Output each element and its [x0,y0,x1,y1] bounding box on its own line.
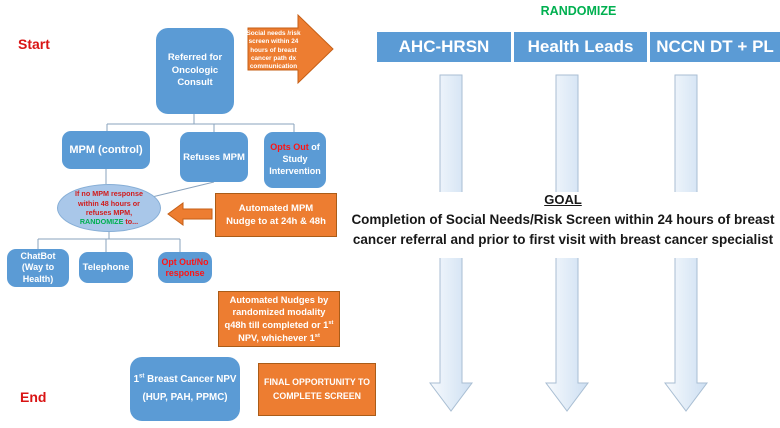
ordinal-superscript: st [328,319,334,326]
opts-out-study-box [264,132,326,188]
arrow-text-line: hours of breast [250,46,297,54]
box-text-part: Breast Cancer NPV [144,374,237,386]
goal-text-line: cancer referral and prior to first visit with breast cancer specialist [352,232,774,248]
box-text-line: COMPLETE SCREEN [273,390,361,401]
box-text-line: (HUP, PAH, PPMC) [142,392,228,403]
column-header-health-leads: Health Leads [514,32,647,62]
box-text-line: Nudge to at 24h & 48h [226,216,326,227]
box-text-line: Referred for [167,51,223,63]
box-text-part: 1 [133,374,140,386]
start-label: Start [18,36,50,52]
box-text-line: randomized modality [232,307,326,318]
end-label: End [20,389,47,405]
automated-nudges-box [218,291,340,347]
arrow-text-line: Social needs /risk [246,30,301,37]
goal-text-line: Completion of Social Needs/Risk Screen within 24 hours of breast [351,212,775,227]
box-text-line [225,319,334,332]
screening-window-arrow-label [246,30,301,72]
opts-out-red-text: Opts Out [270,142,309,153]
mpm-control-box: MPM (control) [62,131,150,169]
chatbot-box [7,249,69,287]
telephone-box: Telephone [79,252,133,283]
column-header-ahc-hrsn: AHC-HRSN [377,32,511,62]
column-header-nccn-dt-pl: NCCN DT + PL [650,32,780,62]
box-text-line: Oncologic [171,64,219,76]
arrow-text-line: communication [249,63,298,71]
box-text-line: Study [282,154,308,165]
nudge-arrow-left [168,203,212,225]
ellipse-randomize-text: RANDOMIZE [79,217,124,227]
arrow-text-line: screen within 24 [248,38,299,46]
ordinal-superscript: st [314,332,320,339]
box-text-line [270,142,320,154]
box-text-line [238,332,320,345]
opt-out-no-response-box [158,252,212,283]
box-text-part: q48h till completed or 1 [224,320,329,330]
randomize-label: RANDOMIZE [540,4,617,18]
box-text-line: (Way to [21,262,55,273]
box-text-line: ChatBot [20,251,56,262]
box-text-line: FINAL OPPORTUNITY TO [263,377,371,388]
box-text-part: NPV, whichever 1 [238,332,315,343]
automated-mpm-nudge-box [215,193,337,237]
goal-title: GOAL [544,192,582,207]
box-text-line: Intervention [269,165,321,176]
box-text-line: Automated MPM [238,202,314,214]
ellipse-tail-text: to... [123,217,139,227]
opts-out-of-text: of [308,142,320,153]
final-opportunity-box [258,363,376,416]
box-text-line: Health) [22,273,54,284]
ordinal-superscript: st [139,374,145,381]
box-text-line: Opt Out/No [161,256,209,267]
box-text-line: response [165,267,205,278]
goal-panel [346,192,780,258]
no-response-decision-ellipse [57,184,161,232]
ellipse-text-line: refuses MPM, [85,208,133,217]
box-text-line: Consult [177,77,213,89]
first-breast-cancer-npv-box [130,357,240,421]
box-text-line [134,371,237,389]
refuses-mpm-box: Refuses MPM [180,132,248,182]
referred-oncologic-consult-box [156,28,234,114]
ellipse-text-line: within 48 hours or [78,198,140,208]
ellipse-text-line [80,217,138,226]
ellipse-text-line: If no MPM response [75,189,143,199]
arrow-text-line: cancer path dx [250,54,297,62]
box-text-line: Automated Nudges by [229,294,329,305]
